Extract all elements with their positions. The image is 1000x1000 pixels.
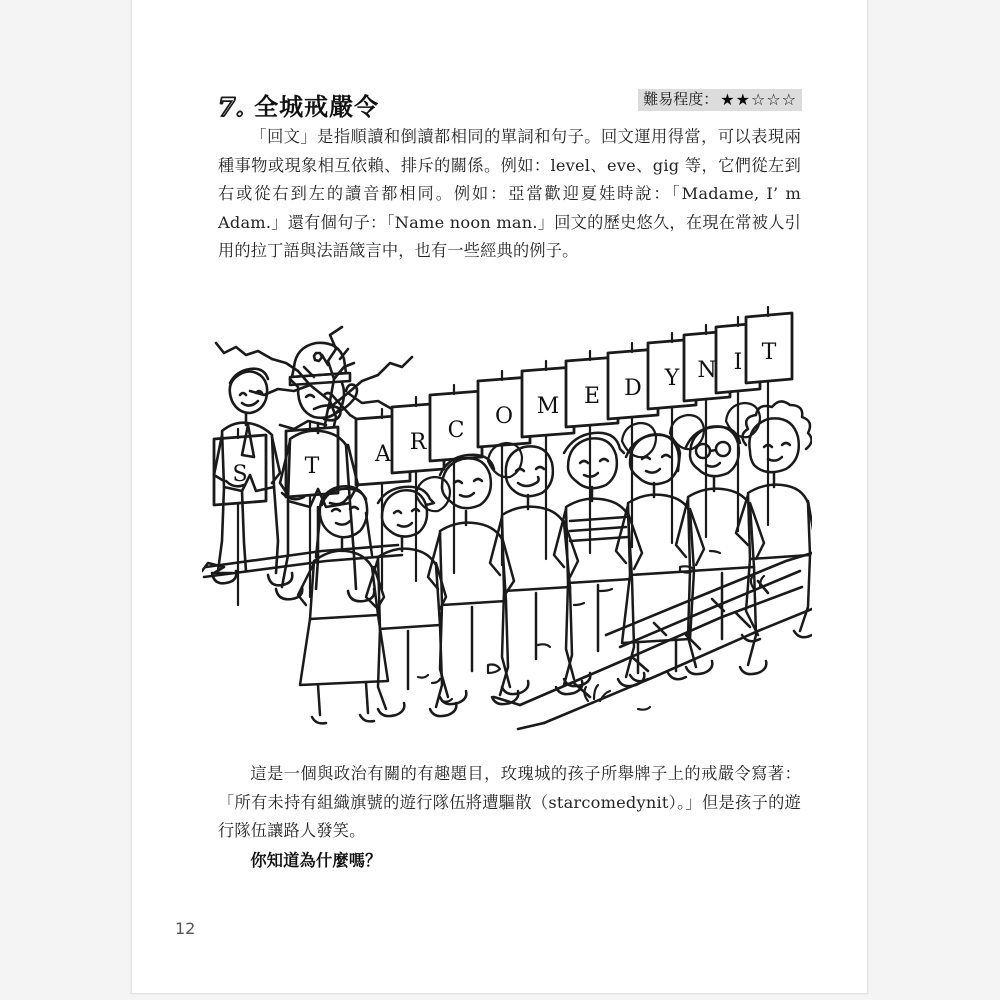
svg-text:M: M xyxy=(536,394,560,419)
difficulty-stars: ★★☆☆☆ xyxy=(720,89,797,109)
illustration-svg xyxy=(202,305,812,735)
book-page xyxy=(131,0,868,994)
svg-text:S: S xyxy=(232,462,248,487)
svg-text:A: A xyxy=(375,442,391,467)
difficulty-label: 難易程度： xyxy=(643,90,719,108)
question-prompt: 你知道為什麼嗎？ xyxy=(250,851,382,870)
page-number: 12 xyxy=(175,919,196,938)
svg-text:O: O xyxy=(494,404,514,429)
svg-text:R: R xyxy=(409,430,427,455)
illustration-protest-march xyxy=(202,305,812,735)
svg-text:N: N xyxy=(697,358,717,383)
intro-paragraph: 「回文」是指順讀和倒讀都相同的單詞和句子。回文運用得當，可以表現兩種事物或現象相互依賴、排斥的關係。例如：level、eve、gig 等，它們從左到右或從右到左的讀音都相同。例如：亞當歡迎夏娃時說：「Madame, I’ m Adam.」還有個句子：「Name noon man.」回文的歷史悠久，在現在常被人引用的拉丁語與法語箴言中，也有一些經典的例子。 xyxy=(218,127,801,260)
section-header xyxy=(218,87,798,121)
difficulty-badge xyxy=(638,89,802,111)
svg-text:T: T xyxy=(304,454,320,479)
svg-text:E: E xyxy=(583,384,601,409)
page-title: 全城戒嚴令 xyxy=(254,93,380,121)
question-number: 7. xyxy=(218,93,245,122)
svg-text:I: I xyxy=(733,350,743,375)
title-group xyxy=(218,87,379,122)
svg-text:T: T xyxy=(761,340,777,365)
explanation-paragraph: 這是一個與政治有關的有趣題目，玫瑰城的孩子所舉牌子上的戒嚴令寫著：「所有未持有組織旗號的遊行隊伍將遭驅散（starcomedynit）。」但是孩子的遊行隊伍讓路人發笑。 xyxy=(218,764,801,840)
svg-text:Y: Y xyxy=(664,366,680,391)
svg-text:D: D xyxy=(624,376,642,401)
svg-text:C: C xyxy=(447,418,465,443)
